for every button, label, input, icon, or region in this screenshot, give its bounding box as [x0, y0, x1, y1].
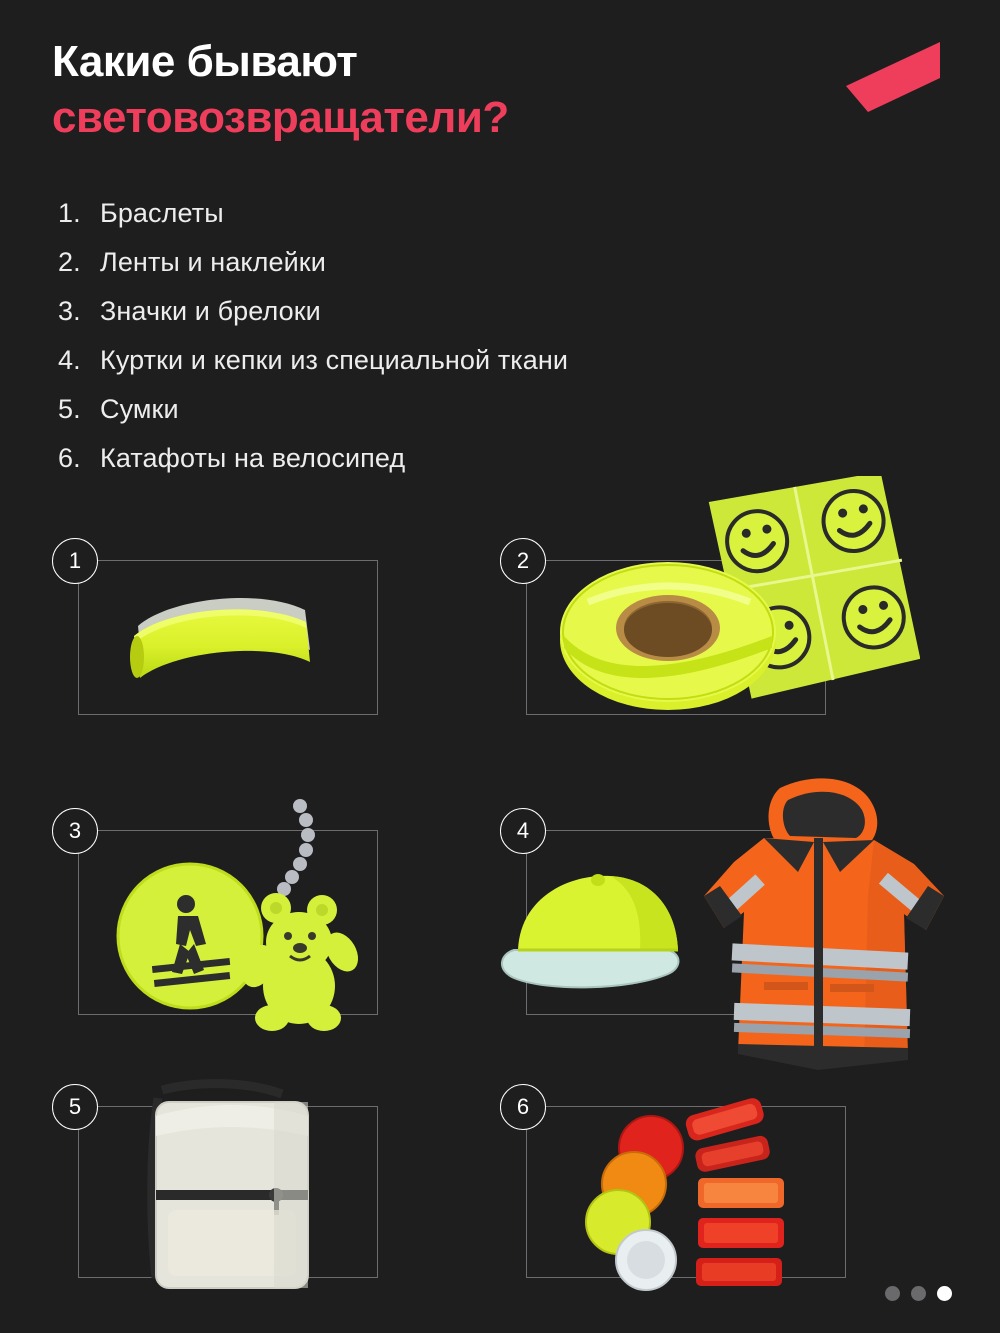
list-item-number: 2.	[58, 247, 81, 277]
gallery-badge-3: 3	[52, 808, 98, 854]
gallery-cell-5	[52, 1084, 392, 1299]
gallery-badge-2: 2	[500, 538, 546, 584]
reflective-tape-and-smiley-stickers-photo	[540, 476, 920, 756]
bicycle-reflectors-photo	[546, 1078, 836, 1298]
title-line-2: световозвращатели?	[52, 93, 509, 143]
pager-dot-1[interactable]	[885, 1286, 900, 1301]
gallery-cell-2	[500, 538, 920, 748]
list-item-number: 6.	[58, 443, 81, 473]
red-chevron-logo-icon	[838, 38, 948, 116]
list-item	[58, 347, 818, 374]
list-item-label: Ленты и наклейки	[100, 247, 326, 277]
gallery-cell-6	[500, 1084, 860, 1299]
pager-dot-3[interactable]	[937, 1286, 952, 1301]
list-item-number: 1.	[58, 198, 81, 228]
gallery-cell-1	[52, 538, 392, 738]
gallery-cell-3	[52, 808, 392, 1038]
gallery-badge-4: 4	[500, 808, 546, 854]
list-item-label: Значки и брелоки	[100, 296, 321, 326]
list-item-label: Катафоты на велосипед	[100, 443, 406, 473]
pager-dots[interactable]	[885, 1286, 952, 1301]
list-item-label: Куртки и кепки из специальной ткани	[100, 345, 569, 375]
list-item-label: Сумки	[100, 394, 179, 424]
reflective-shoulder-bag-photo	[122, 1074, 352, 1304]
orange-hi-vis-jacket-photo	[668, 776, 968, 1106]
title-line-1: Какие бывают	[52, 37, 358, 86]
gallery-badge-6: 6	[500, 1084, 546, 1130]
gallery-grid	[0, 460, 1000, 1320]
gallery-badge-5: 5	[52, 1084, 98, 1130]
list-item	[58, 396, 818, 423]
reflective-bracelet-photo	[120, 578, 320, 698]
list-item-label: Браслеты	[100, 198, 224, 228]
list-item	[58, 249, 818, 276]
list-item-number: 5.	[58, 394, 81, 424]
gallery-cell-4	[500, 808, 930, 1058]
list-item	[58, 298, 818, 325]
reflective-pedestrian-badge-and-bear-keychain-photo	[94, 784, 394, 1034]
gallery-badge-1: 1	[52, 538, 98, 584]
list-item-number: 3.	[58, 296, 81, 326]
list-item-number: 4.	[58, 345, 81, 375]
list-item	[58, 200, 818, 227]
pager-dot-2[interactable]	[911, 1286, 926, 1301]
reflector-types-list	[58, 200, 818, 494]
page-title	[52, 34, 752, 147]
